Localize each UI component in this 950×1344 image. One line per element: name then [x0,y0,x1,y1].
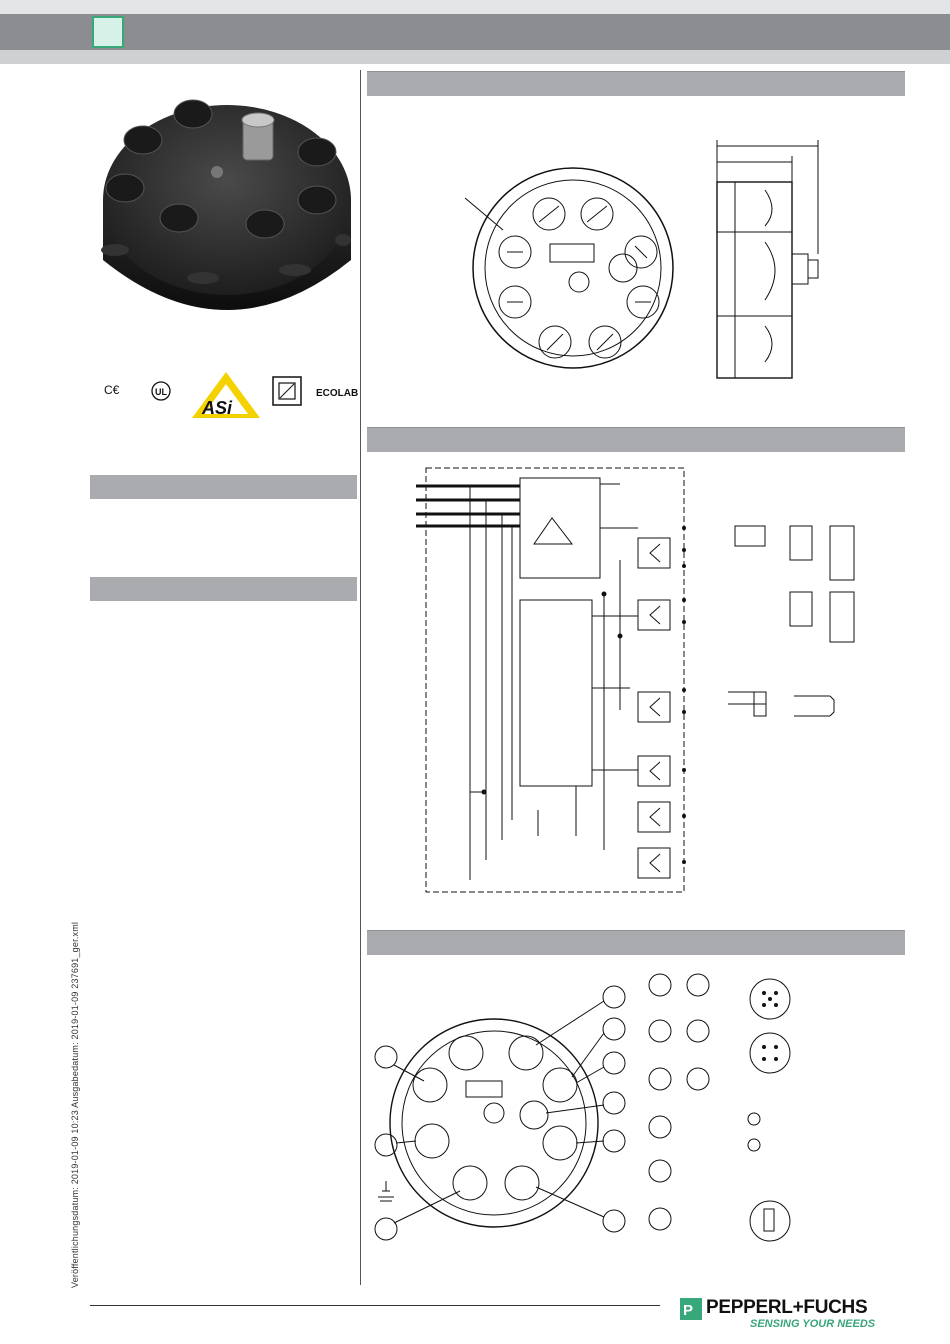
brand-name: PEPPERL+FUCHS [706,1297,868,1318]
section-bar-left-2 [90,577,357,601]
pepperl-fuchs-logo-icon [680,1298,702,1320]
circuit-diagram [410,460,860,900]
svg-text:P: P [683,1302,694,1319]
product-photo [95,90,360,355]
product-category-marker [92,16,124,48]
svg-text:C€: C€ [104,383,120,396]
section-bar-dimensions [367,71,905,96]
footer-rule [90,1305,660,1306]
column-divider [360,70,361,1285]
header-substrip [0,50,950,64]
publication-info: Veröffentlichungsdatum: 2019-01-09 10:23 Ausgabedatum: 2019-01-09 237691_ger.xml [70,921,80,1288]
svg-text:UL: UL [155,387,167,397]
top-strip [0,0,950,14]
section-bar-assembly [367,930,905,955]
protection-class-icon [272,376,302,406]
assembly-drawing [370,965,820,1245]
ecolab-logo: ECOLAB [316,388,359,399]
ce-mark-icon [104,382,126,396]
section-bar-connection [367,427,905,452]
brand-tagline: SENSING YOUR NEEDS [750,1318,876,1330]
ul-mark-icon [150,380,172,402]
header-bar [0,14,950,50]
section-bar-left-1 [90,475,357,499]
asi-logo-icon [190,370,262,420]
dimension-drawing [455,130,855,390]
svg-text:ASi: ASi [202,398,233,418]
